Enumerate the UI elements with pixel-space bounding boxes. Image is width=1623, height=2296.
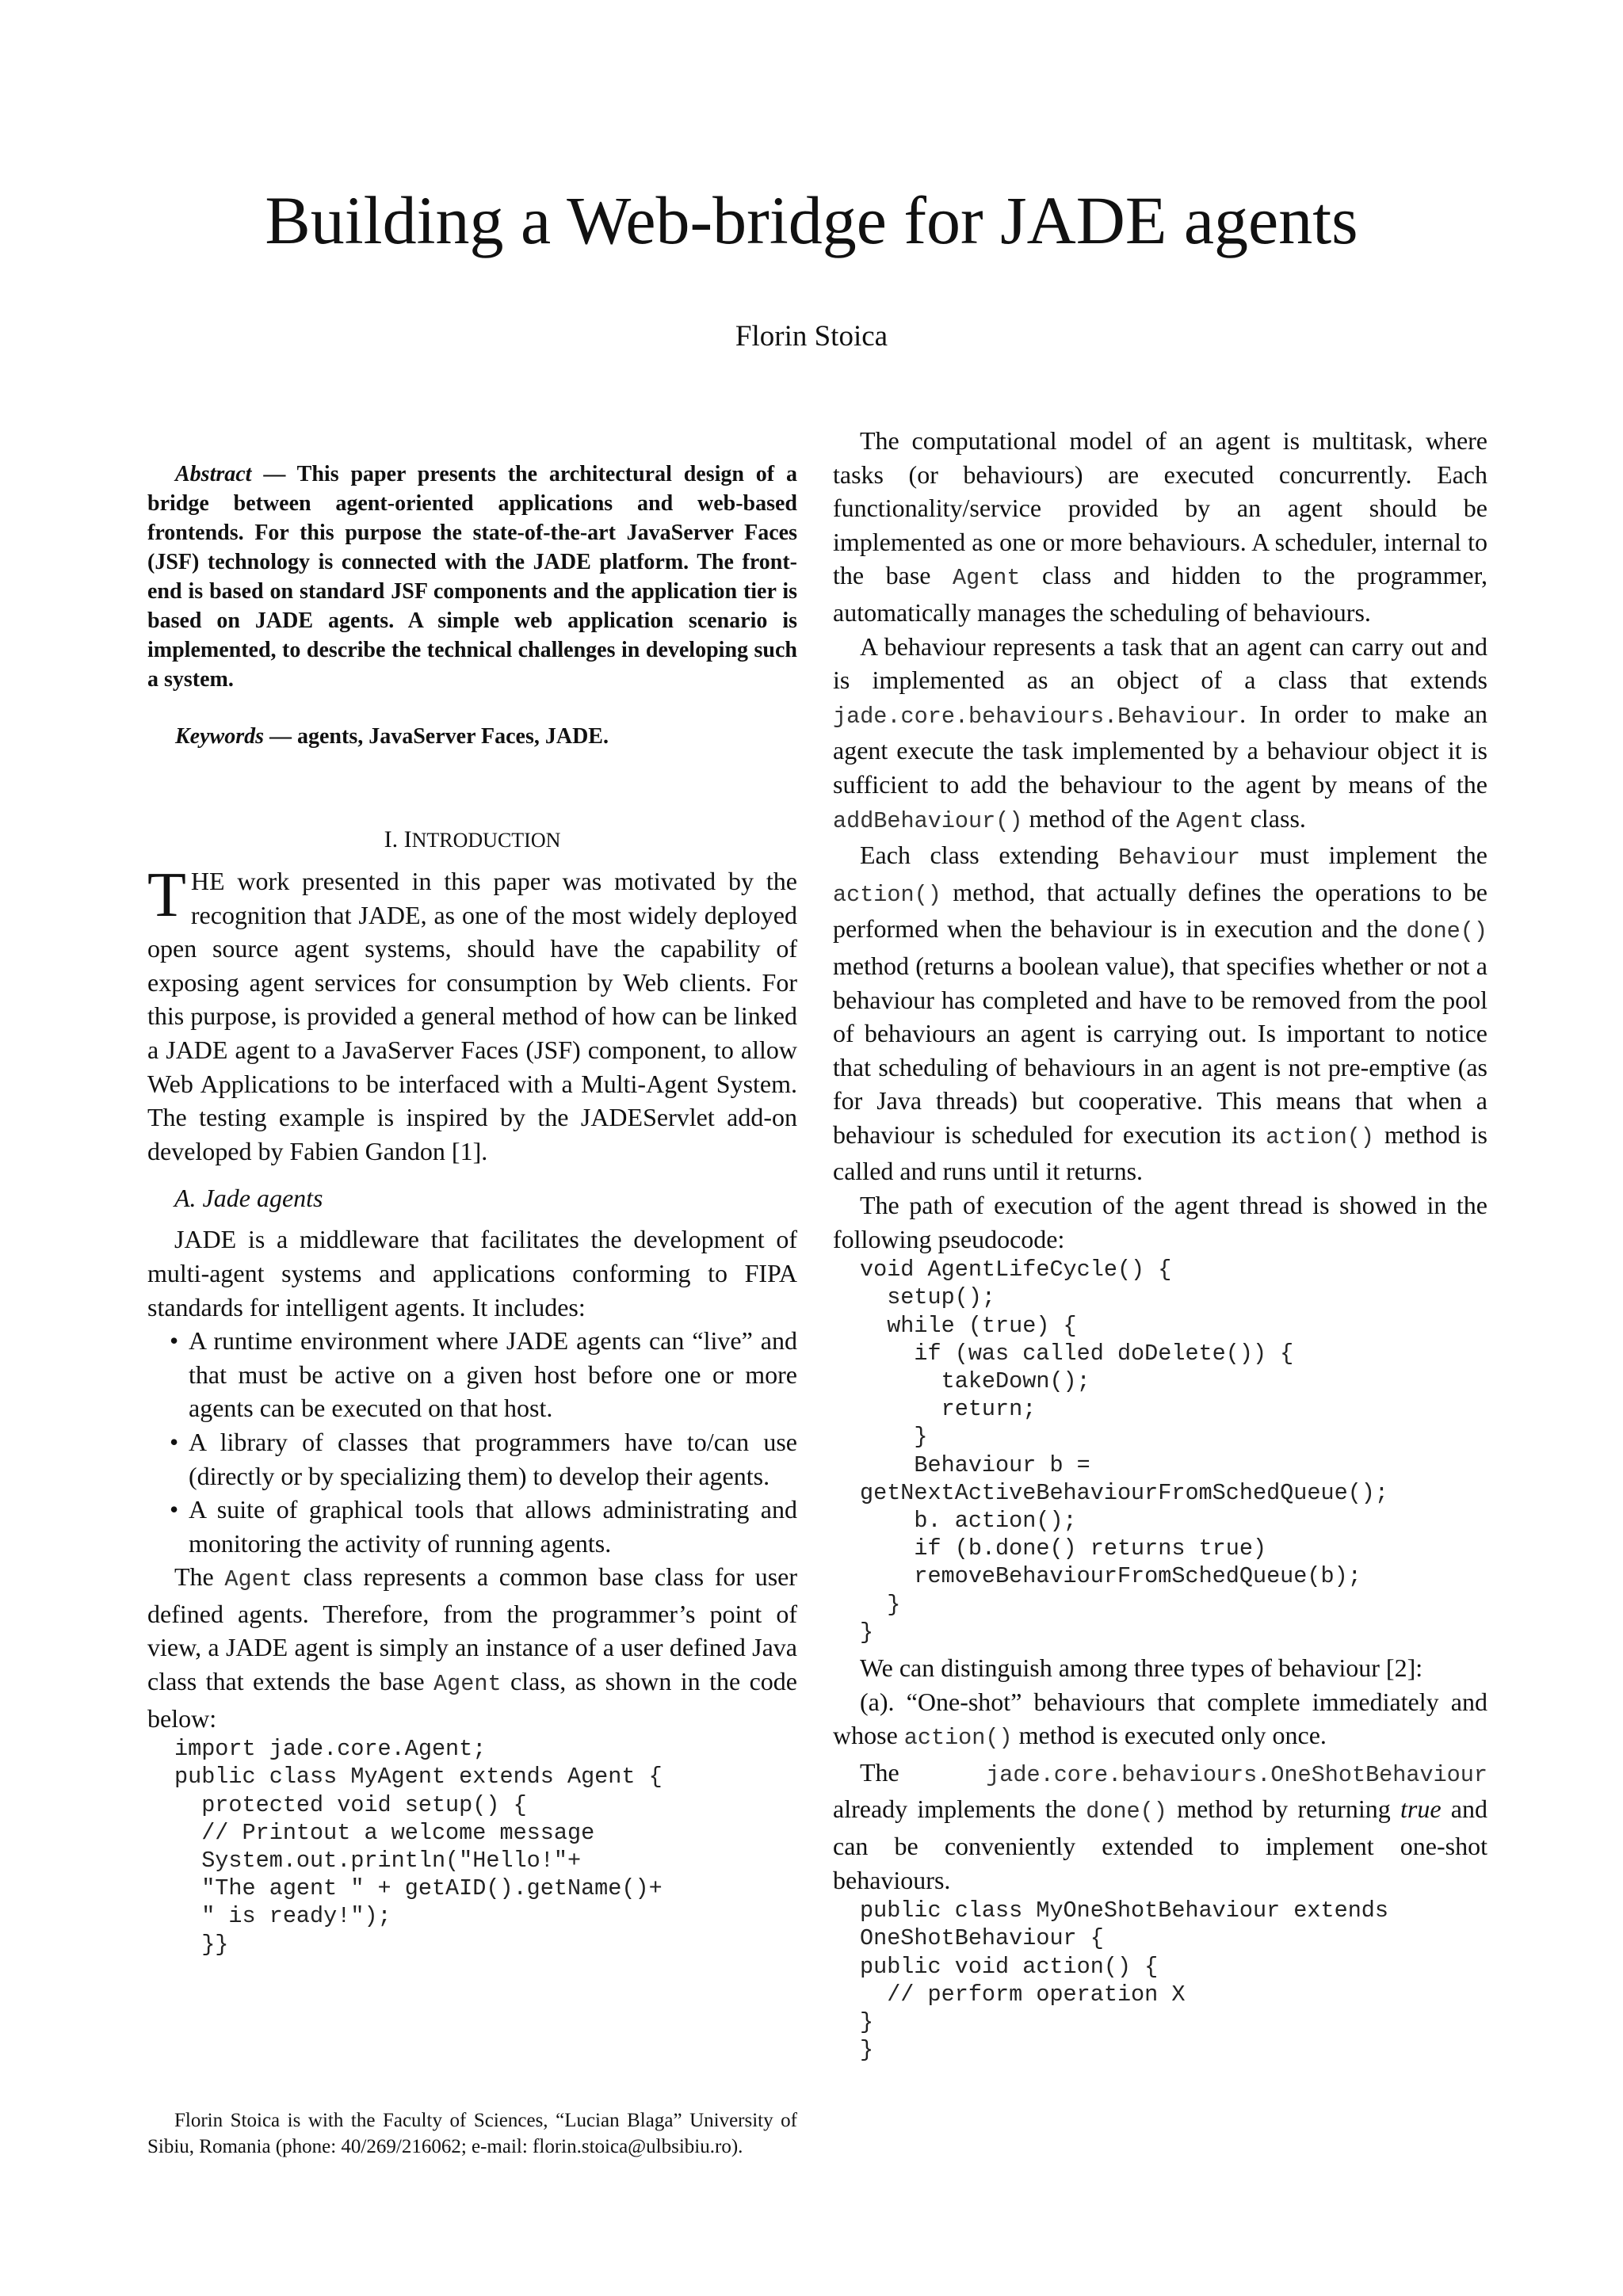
paragraph-behaviour-definition bbox=[833, 630, 1487, 839]
section-title-rest: NTRODUCTION bbox=[411, 829, 561, 852]
text-run: already implements the bbox=[833, 1794, 1086, 1824]
text-run: The bbox=[860, 1757, 987, 1787]
paragraph-oneshot-class bbox=[833, 1756, 1487, 1897]
author-footnote: Florin Stoica is with the Faculty of Sciences, “Lucian Blaga” University of Sibiu, Romania (phone: 40/269/216062; e-mail: florin.stoica@ulbsibiu.ro). bbox=[147, 2110, 797, 2157]
inline-code: done() bbox=[1086, 1798, 1167, 1825]
inline-code: Agent bbox=[953, 565, 1021, 592]
author-name: Florin Stoica bbox=[735, 320, 888, 353]
text-run: class represents a common base class for user defined agents. Therefore, from the programmer’s point of view, a JADE agent is simply an instance of a user defined Java class that extends the base bbox=[147, 1562, 798, 1696]
intro-paragraph bbox=[147, 860, 797, 1168]
text-run: method is executed only once. bbox=[1012, 1721, 1327, 1750]
keywords-lead: Keywords bbox=[175, 724, 264, 749]
abstract-text: This paper presents the architectural design of a bridge between agent-oriented applications and web-based frontends. For this purpose the state-of-the-art JavaServer Faces (JSF) technology is connected with the JADE platform. The front-end is based on standard JSF components and the application tier is based on JADE agents. A simple web application scenario is implemented, to describe the technical challenges in developing such a system. bbox=[147, 462, 797, 692]
paragraph-execution-path: The path of execution of the agent thread is showed in the following pseudocode: bbox=[833, 1191, 1487, 1253]
text-run: method is called and runs until it returns. bbox=[833, 1119, 1488, 1186]
text-run: method (returns a boolean value), that specifies whether or not a behaviour has completed and have to be removed from the pool of behaviours an agent is carrying out. Is important to notice that scheduling of behaviours in an agent is not pre-emptive (as for Java threads) but cooperative. This means that when a behaviour is scheduled for execution its bbox=[833, 951, 1487, 1149]
list-item bbox=[147, 1425, 797, 1493]
subsection-heading-jade-agents: A. Jade agents bbox=[174, 1184, 323, 1213]
code-block-lifecycle: void AgentLifeCycle() { setup(); while (true) { if (was called doDelete()) { takeDown(); return; } Behaviour b = getNextActiveBehaviourFromSchedQueue(); b. action(); if (b.done() returns true) removeBehaviourFromSchedQueue(b); } } bbox=[860, 1257, 1389, 1646]
text-run: (a). “One-shot” behaviours that complete immediately and whose bbox=[833, 1687, 1487, 1750]
text-run: and can be conveniently extended to implement one-shot behaviours. bbox=[833, 1794, 1488, 1894]
code-block-oneshot: public class MyOneShotBehaviour extends OneShotBehaviour { public void action() { // perform operation X } } bbox=[860, 1897, 1389, 2064]
list-item bbox=[147, 1493, 797, 1560]
inline-code: addBehaviour() bbox=[833, 807, 1023, 834]
text-run: class, as shown in the code below: bbox=[147, 1667, 798, 1733]
section-numeral: I. bbox=[384, 826, 399, 852]
section-initial: I bbox=[403, 826, 412, 852]
abstract-lead: Abstract bbox=[175, 462, 252, 486]
agent-class-paragraph bbox=[147, 1560, 797, 1735]
section-heading-introduction bbox=[147, 824, 797, 856]
jade-intro-paragraph: JADE is a middleware that facilitates the development of multi-agent systems and applications conforming to FIPA standards for intelligent agents. It includes: bbox=[147, 1225, 797, 1322]
inline-code: action() bbox=[903, 1725, 1013, 1752]
text-run: method by returning bbox=[1167, 1794, 1401, 1824]
text-run: method of the bbox=[1022, 803, 1177, 833]
code-block-myagent: import jade.core.Agent; public class MyAgent extends Agent { protected void setup() { // Printout a welcome message System.out.println("Hello!"+ "The agent " + getAID().getName()+ " is ready!"); }} bbox=[174, 1736, 663, 1958]
intro-text: HE work presented in this paper was motivated by the recognition that JADE, as one of the most widely deployed open source agent systems, should have the capability of exposing agent services for consumption by Web clients. For this purpose, is provided a general method of how can be linked a JADE agent to a JavaServer Faces (JSF) component, to allow Web Applications to be interfaced with a Multi-Agent System. The testing example is inspired by the JADEServlet add-on developed by Fabien Gandon [1]. bbox=[147, 867, 797, 1165]
text-run: The computational model of an agent is multitask, where tasks (or behaviours) are executed concurrently. Each functionality/service provided by an agent should be implemented as one or more behaviours. A scheduler, internal to the base bbox=[833, 426, 1487, 590]
paragraph-one-shot bbox=[833, 1685, 1487, 1756]
inline-code: Agent bbox=[224, 1566, 292, 1593]
inline-code: Agent bbox=[1176, 807, 1244, 834]
keywords: Keywords — agents, JavaServer Faces, JADE. bbox=[175, 724, 609, 749]
list-item-text: A suite of graphical tools that allows administrating and monitoring the activity of running agents. bbox=[189, 1495, 797, 1558]
list-item-text: A library of classes that programmers have to/can use (directly or by specializing them) to develop their agents. bbox=[189, 1427, 797, 1490]
inline-code: jade.core.behaviours.OneShotBehaviour bbox=[986, 1761, 1487, 1788]
bullet-icon: • bbox=[170, 1427, 179, 1456]
text-run: must implement the bbox=[1240, 841, 1488, 870]
inline-code: Agent bbox=[433, 1671, 502, 1698]
bullet-icon: • bbox=[170, 1495, 179, 1524]
list-item-text: A runtime environment where JADE agents can “live” and that must be active on a given host before one or more agents can be executed on that host. bbox=[189, 1326, 797, 1423]
text-run: method, that actually defines the operations to be performed when the behaviour is in execution and the bbox=[833, 877, 1487, 944]
list-item bbox=[147, 1324, 797, 1425]
inline-code: jade.core.behaviours.Behaviour bbox=[833, 703, 1240, 730]
text-run: class. bbox=[1243, 803, 1306, 833]
text-run: class and hidden to the programmer, automatically manages the scheduling of behaviours. bbox=[833, 561, 1488, 627]
text-run: . In order to make an agent execute the task implemented by a behaviour object it is sufficient to add the behaviour to the agent by means of the bbox=[833, 699, 1487, 799]
paragraph-computational-model bbox=[833, 424, 1487, 630]
text-run: A behaviour represents a task that an agent can carry out and is implemented as an object of a class that extends bbox=[833, 631, 1487, 695]
text-run: Each class extending bbox=[860, 841, 1119, 870]
abstract: Abstract — This paper presents the architectural design of a bridge between agent-oriented applications and web-based frontends. For this purpose the state-of-the-art JavaServer Faces (JSF) technology is connected with the JADE platform. The front-end is based on standard JSF components and the application tier is based on JADE agents. A simple web application scenario is implemented, to describe the technical challenges in developing such a system. bbox=[147, 462, 797, 692]
inline-code: action() bbox=[1266, 1123, 1375, 1150]
italic-text: true bbox=[1400, 1794, 1442, 1824]
paper-title: Building a Web-bridge for JADE agents bbox=[265, 182, 1358, 258]
right-column bbox=[833, 424, 1487, 2064]
drop-cap: T bbox=[147, 860, 186, 930]
left-column bbox=[147, 424, 797, 1958]
keywords-text: agents, JavaServer Faces, JADE. bbox=[297, 724, 609, 749]
inline-code: Behaviour bbox=[1118, 845, 1241, 871]
text-run: The bbox=[174, 1562, 225, 1592]
inline-code: action() bbox=[833, 881, 941, 908]
bullet-icon: • bbox=[170, 1326, 179, 1356]
paragraph-behaviour-methods bbox=[833, 838, 1487, 1188]
feature-list bbox=[147, 1324, 797, 1560]
inline-code: done() bbox=[1406, 918, 1487, 945]
paragraph-behaviour-types: We can distinguish among three types of behaviour [2]: bbox=[860, 1653, 1423, 1683]
